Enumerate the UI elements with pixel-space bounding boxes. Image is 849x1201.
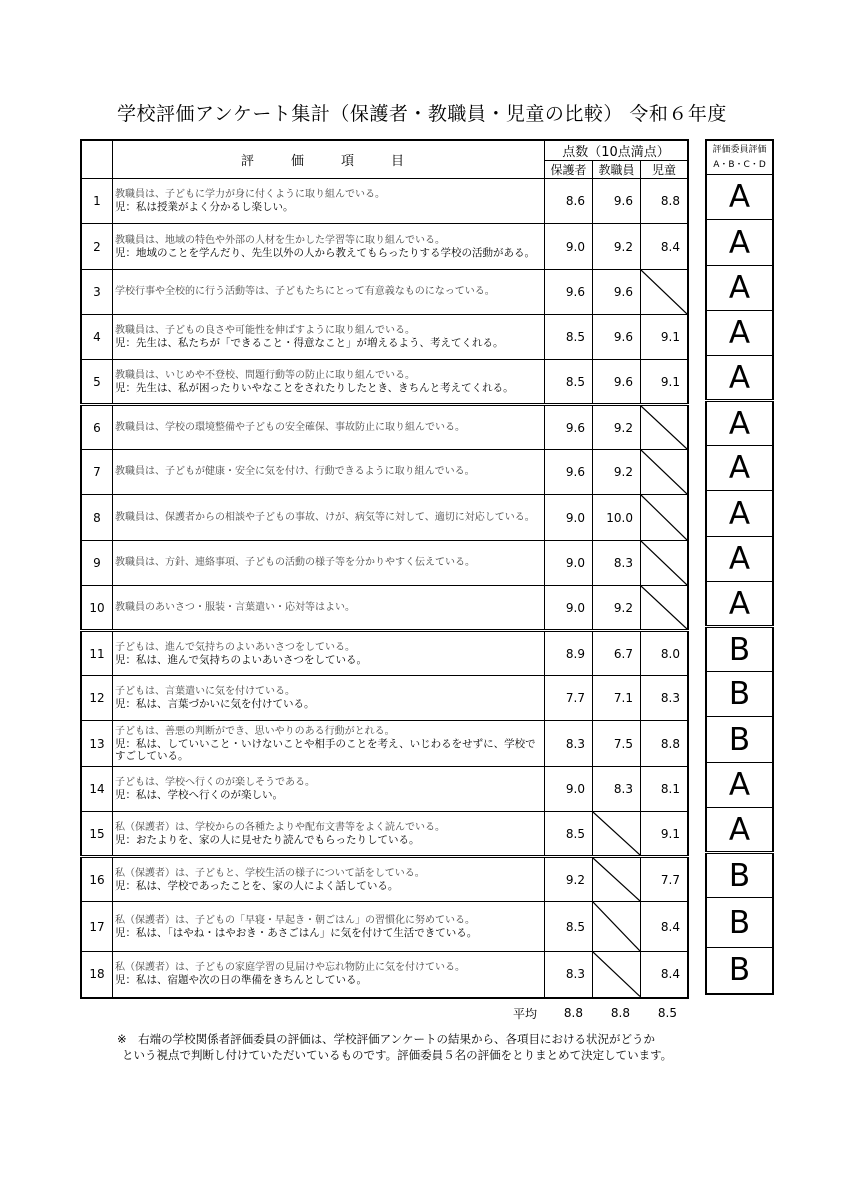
score-not-applicable — [641, 586, 689, 631]
item-parent-text: 私（保護者）は、子どもの「早寝・早起き・朝ごはん」の習慣化に努めている。 — [115, 914, 475, 926]
header-child: 児童 — [641, 161, 689, 179]
score-not-applicable — [641, 270, 689, 315]
score-cell: 7.5 — [593, 721, 641, 767]
row-number: 12 — [81, 676, 113, 721]
row-item — [113, 721, 545, 767]
score-cell: 8.8 — [641, 179, 689, 224]
survey-table — [80, 139, 689, 999]
evaluation-grade: A — [706, 808, 773, 853]
score-cell: 9.2 — [593, 586, 641, 631]
item-parent-text: 子どもは、言葉遣いに気を付けている。 — [115, 686, 295, 697]
score-cell: 8.5 — [545, 902, 593, 952]
table-row — [81, 315, 688, 360]
score-cell: 8.4 — [641, 224, 689, 270]
score-not-applicable — [641, 450, 689, 495]
table-row — [81, 224, 688, 270]
row-item — [113, 676, 545, 721]
item-parent-text: 教職員は、子どもの良さや可能性を伸ばすように取り組んでいる。 — [115, 325, 415, 336]
evaluation-grade: A — [706, 220, 773, 266]
score-cell: 9.1 — [641, 812, 689, 857]
score-cell: 10.0 — [593, 495, 641, 541]
header-staff: 教職員 — [593, 161, 641, 179]
item-parent-text: 私（保護者）は、子どもと、学校生活の様子について話をしている。 — [115, 867, 425, 879]
table-row — [81, 952, 688, 998]
row-number: 16 — [81, 857, 113, 902]
score-cell: 8.0 — [641, 631, 689, 676]
score-cell: 8.8 — [641, 721, 689, 767]
row-item — [113, 224, 545, 270]
score-cell: 6.7 — [593, 631, 641, 676]
evaluation-grade: B — [706, 898, 773, 948]
row-number: 15 — [81, 812, 113, 857]
score-cell: 7.7 — [545, 676, 593, 721]
item-child-text: 児：先生は、私たちが「できること・得意なこと」が増えるよう、考えてくれる。 — [115, 337, 504, 349]
header-parent: 保護者 — [545, 161, 593, 179]
row-number: 14 — [81, 767, 113, 812]
row-item — [113, 902, 545, 952]
evaluation-grade: B — [706, 627, 773, 672]
score-cell: 9.2 — [545, 857, 593, 902]
score-cell: 8.3 — [545, 721, 593, 767]
item-parent-text: 教職員は、保護者からの相談や子どもの事故、けが、病気等に対して、適切に対応している。 — [115, 511, 535, 523]
item-parent-text: 教職員は、学校の環境整備や子どもの安全確保、事故防止に取り組んでいる。 — [115, 421, 465, 433]
score-not-applicable — [593, 902, 641, 952]
row-item — [113, 450, 545, 495]
score-not-applicable — [593, 952, 641, 998]
score-not-applicable — [641, 541, 689, 586]
score-cell: 8.5 — [545, 360, 593, 405]
table-row — [81, 541, 688, 586]
row-item — [113, 857, 545, 902]
score-cell: 8.5 — [545, 315, 593, 360]
score-cell: 9.0 — [545, 586, 593, 631]
row-number: 6 — [81, 405, 113, 450]
table-row — [81, 405, 688, 450]
row-item — [113, 812, 545, 857]
table-row — [81, 270, 688, 315]
row-number: 7 — [81, 450, 113, 495]
item-parent-text: 教職員は、方針、連絡事項、子どもの活動の様子等を分かりやすく伝えている。 — [115, 557, 475, 568]
row-number: 13 — [81, 721, 113, 767]
score-cell: 9.6 — [545, 270, 593, 315]
row-number: 3 — [81, 270, 113, 315]
item-parent-text: 教職員のあいさつ・服装・言葉遣い・応対等はよい。 — [115, 601, 355, 613]
score-cell: 9.0 — [545, 767, 593, 812]
score-cell: 9.2 — [593, 450, 641, 495]
item-child-text: 児：先生は、私が困ったりいやなことをされたりしたとき、きちんと考えてくれる。 — [115, 381, 514, 394]
row-item — [113, 270, 545, 315]
item-child-text: 児：私は、進んで気持ちのよいあいさつをしている。 — [115, 653, 367, 666]
row-number: 8 — [81, 495, 113, 541]
score-cell: 8.3 — [545, 952, 593, 998]
item-child-text: 児：私は、していいこと・いけないことや相手のことを考え、いじわるをせずに、学校ですごしている。 — [115, 737, 536, 762]
score-cell: 8.1 — [641, 767, 689, 812]
item-child-text: 児：私は、「はやね・はやおき・あさごはん」に気を付けて生活できている。 — [115, 926, 478, 939]
row-item — [113, 586, 545, 631]
row-item — [113, 631, 545, 676]
item-parent-text: 子どもは、善悪の判断ができ、思いやりのある行動がとれる。 — [115, 725, 395, 737]
item-parent-text: 教職員は、子どもが健康・安全に気を付け、行動できるように取り組んでいる。 — [115, 466, 475, 477]
score-cell: 9.0 — [545, 495, 593, 541]
score-not-applicable — [593, 812, 641, 857]
score-cell: 8.4 — [641, 952, 689, 998]
table-row — [81, 676, 688, 721]
item-child-text: 児：私は、学校であったことを、家の人によく話している。 — [115, 879, 399, 892]
table-row — [81, 179, 688, 224]
score-cell: 9.6 — [593, 360, 641, 405]
score-cell: 8.6 — [545, 179, 593, 224]
row-item — [113, 360, 545, 405]
row-item — [113, 952, 545, 998]
score-not-applicable — [641, 405, 689, 450]
row-item — [113, 495, 545, 541]
table-row — [81, 450, 688, 495]
row-number: 18 — [81, 952, 113, 998]
row-number: 17 — [81, 902, 113, 952]
score-not-applicable — [593, 857, 641, 902]
evaluation-grade: A — [706, 537, 773, 582]
footnote: ※ 右端の学校関係者評価委員の評価は、学校評価アンケートの結果から、各項目における状況がどうか という視点で判断し付けていただいているものです。評価委員５名の評価をとりまとめて決定しています。 — [117, 1032, 673, 1062]
score-cell: 9.0 — [545, 541, 593, 586]
score-cell: 9.6 — [593, 315, 641, 360]
evaluation-grade: A — [706, 763, 773, 808]
row-number: 1 — [81, 179, 113, 224]
item-child-text: 児：私は授業がよく分かるし楽しい。 — [115, 201, 294, 213]
evaluation-grade: A — [706, 175, 773, 220]
table-row — [81, 812, 688, 857]
row-number: 5 — [81, 360, 113, 405]
evaluation-grade: B — [706, 717, 773, 763]
item-parent-text: 教職員は、子どもに学力が身に付くように取り組んでいる。 — [115, 189, 385, 200]
evaluation-grade: A — [706, 491, 773, 537]
score-cell: 8.4 — [641, 902, 689, 952]
row-number: 2 — [81, 224, 113, 270]
table-row — [81, 857, 688, 902]
evaluation-grade: A — [706, 356, 773, 401]
row-item — [113, 405, 545, 450]
evaluation-grade: B — [706, 672, 773, 717]
average-staff: 8.8 — [610, 1006, 630, 1020]
score-cell: 9.2 — [593, 224, 641, 270]
row-number: 9 — [81, 541, 113, 586]
table-row — [81, 902, 688, 952]
table-row — [81, 495, 688, 541]
item-child-text: 児：おたよりを、家の人に見せたり読んでもらったりしている。 — [115, 833, 420, 846]
score-cell: 9.6 — [593, 270, 641, 315]
row-number: 4 — [81, 315, 113, 360]
item-parent-text: 子どもは、進んで気持ちのよいあいさつをしている。 — [115, 641, 355, 653]
evaluation-grade: A — [706, 446, 773, 491]
score-cell: 9.1 — [641, 360, 689, 405]
score-cell: 9.2 — [593, 405, 641, 450]
row-number: 11 — [81, 631, 113, 676]
score-cell: 9.0 — [545, 224, 593, 270]
row-item — [113, 179, 545, 224]
score-cell: 8.3 — [593, 541, 641, 586]
item-parent-text: 私（保護者）は、学校からの各種たよりや配布文書等をよく読んでいる。 — [115, 821, 445, 833]
row-number: 10 — [81, 586, 113, 631]
evaluation-header: 評価委員評価 A・B・C・D — [706, 140, 773, 175]
row-item — [113, 541, 545, 586]
row-item — [113, 315, 545, 360]
item-parent-text: 学校行事や全校的に行う活動等は、子どもたちにとって有意義なものになっている。 — [115, 286, 495, 297]
score-cell: 8.9 — [545, 631, 593, 676]
page-title: 学校評価アンケート集計（保護者・教職員・児童の比較） 令和６年度 — [117, 103, 727, 125]
evaluation-grade: A — [706, 311, 773, 356]
table-row — [81, 586, 688, 631]
item-parent-text: 子どもは、学校へ行くのが楽しそうである。 — [115, 777, 315, 788]
evaluation-grade: A — [706, 582, 773, 627]
score-cell: 9.6 — [545, 450, 593, 495]
evaluation-grade: B — [706, 948, 773, 994]
score-cell: 8.3 — [593, 767, 641, 812]
evaluation-column — [705, 139, 774, 995]
item-child-text: 児：私は、学校へ行くのが楽しい。 — [115, 789, 283, 801]
item-parent-text: 教職員は、いじめや不登校、問題行動等の防止に取り組んでいる。 — [115, 369, 415, 381]
header-item: 評 価 項 目 — [113, 140, 545, 179]
item-parent-text: 私（保護者）は、子どもの家庭学習の見届けや忘れ物防止に気を付けている。 — [115, 962, 465, 974]
evaluation-grade: A — [706, 401, 773, 446]
table-row — [81, 721, 688, 767]
score-cell: 7.1 — [593, 676, 641, 721]
score-cell: 7.7 — [641, 857, 689, 902]
average-label: 平均 — [513, 1007, 538, 1021]
score-cell: 8.5 — [545, 812, 593, 857]
average-parent: 8.8 — [563, 1006, 583, 1020]
average-child: 8.5 — [657, 1006, 677, 1020]
item-parent-text: 教職員は、地域の特色や外部の人材を生かした学習等に取り組んでいる。 — [115, 234, 445, 246]
evaluation-grade: B — [706, 853, 773, 898]
row-item — [113, 767, 545, 812]
score-cell: 8.3 — [641, 676, 689, 721]
item-child-text: 児：私は、言葉づかいに気を付けている。 — [115, 698, 315, 710]
header-score: 点数（10点満点） — [545, 140, 689, 161]
item-child-text: 児：私は、宿題や次の日の準備をきちんとしている。 — [115, 974, 367, 987]
score-cell: 9.6 — [593, 179, 641, 224]
score-cell: 9.1 — [641, 315, 689, 360]
header-number — [81, 140, 113, 179]
score-cell: 9.6 — [545, 405, 593, 450]
evaluation-grade: A — [706, 266, 773, 311]
score-not-applicable — [641, 495, 689, 541]
table-row — [81, 767, 688, 812]
item-child-text: 児：地域のことを学んだり、先生以外の人から教えてもらったりする学校の活動がある。 — [115, 246, 535, 259]
table-row — [81, 631, 688, 676]
table-row — [81, 360, 688, 405]
